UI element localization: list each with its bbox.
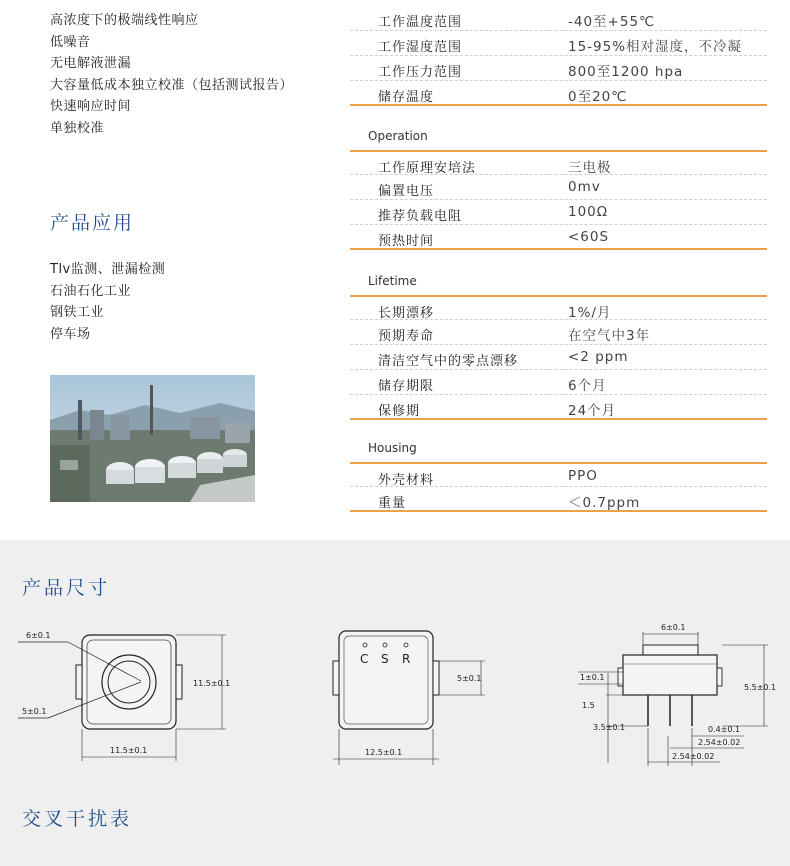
dim-label: 12.5±0.1 (365, 748, 403, 757)
application-item: Tlv监测、泄漏检测 (50, 262, 166, 277)
spec-value: <60S (568, 229, 610, 245)
pin-label-s: S (381, 652, 389, 666)
feature-item: 大容量低成本独立校准（包括测试报告） (50, 77, 294, 93)
spec-row (350, 395, 767, 420)
spec-row (350, 295, 767, 320)
spec-table-lifetime (350, 295, 767, 420)
profile-view-drawing (568, 618, 780, 770)
spec-value: 1%/月 (568, 305, 612, 321)
spec-key: 工作原理安培法 (378, 161, 477, 176)
dim-label: 1.5 (582, 701, 595, 710)
pin-label-r: R (402, 652, 411, 666)
spec-value: <2 ppm (568, 349, 629, 365)
spec-value: 三电极 (568, 160, 612, 176)
spec-key: 长期漂移 (378, 306, 435, 321)
spec-row (350, 345, 767, 370)
spec-value: 6个月 (568, 378, 607, 394)
dim-label: 1±0.1 (580, 673, 605, 682)
spec-value: 0至20℃ (568, 89, 628, 105)
feature-item: 单独校准 (50, 120, 105, 136)
dim-label: 3.5±0.1 (593, 723, 626, 732)
dim-label: 0.4±0.1 (708, 725, 741, 734)
spec-row (350, 370, 767, 395)
spec-key: 预期寿命 (378, 329, 435, 344)
dim-label: 6±0.1 (26, 631, 51, 640)
application-item: 钢铁工业 (50, 305, 105, 321)
spec-key: 储存期限 (378, 379, 435, 394)
section-heading-housing: Housing (368, 441, 417, 455)
industrial-plant-photo (50, 375, 255, 502)
dim-label: 2.54±0.02 (698, 738, 741, 747)
dim-label: 5±0.1 (22, 707, 47, 716)
spec-key: 预热时间 (378, 234, 435, 249)
spec-table-operation (350, 150, 767, 250)
spec-key: 偏置电压 (378, 184, 435, 199)
spec-key: 保修期 (378, 404, 421, 419)
spec-row (350, 6, 767, 31)
spec-row (350, 31, 767, 56)
feature-item: 高浓度下的极端线性响应 (50, 13, 199, 28)
dimensions-panel (0, 540, 790, 866)
dim-label: 11.5±0.1 (193, 679, 231, 688)
spec-value: -40至+55℃ (568, 14, 656, 30)
spec-value: 0mv (568, 179, 601, 195)
spec-row (350, 487, 767, 512)
spec-key: 工作湿度范围 (378, 40, 463, 55)
spec-value: 15-95%相对湿度，不冷凝 (568, 39, 743, 55)
application-list (50, 259, 165, 345)
spec-row (350, 175, 767, 200)
feature-item: 无电解液泄漏 (50, 56, 132, 72)
cross-sensitivity-title: 交叉干扰表 (22, 808, 133, 830)
spec-row (350, 150, 767, 175)
spec-key: 工作温度范围 (378, 15, 463, 30)
spec-row (350, 200, 767, 225)
spec-value: ＜0.7ppm (568, 495, 641, 511)
spec-value: 在空气中3年 (568, 328, 651, 344)
spec-key: 工作压力范围 (378, 65, 463, 80)
spec-row (350, 225, 767, 250)
application-item: 停车场 (50, 326, 91, 342)
feature-item: 快速响应时间 (50, 99, 132, 115)
spec-row (350, 56, 767, 81)
application-title: 产品应用 (50, 212, 135, 234)
spec-value: 24个月 (568, 403, 617, 419)
spec-table-housing (350, 462, 767, 512)
feature-item: 低噪音 (50, 34, 91, 50)
dim-label: 2.54±0.02 (672, 752, 715, 761)
top-view-drawing (18, 625, 248, 770)
spec-value: 800至1200 hpa (568, 64, 684, 80)
dim-label: 5±0.1 (457, 674, 482, 683)
spec-row (350, 320, 767, 345)
spec-key: 储存温度 (378, 90, 435, 105)
spec-table-environment (350, 6, 767, 106)
spec-key: 推荐负载电阻 (378, 209, 463, 224)
dim-label: 11.5±0.1 (110, 746, 148, 755)
feature-list (50, 10, 293, 140)
spec-key: 重量 (378, 496, 407, 511)
dimensions-title: 产品尺寸 (22, 577, 111, 599)
spec-row (350, 81, 767, 106)
spec-value: PPO (568, 468, 598, 484)
application-item: 石油石化工业 (50, 283, 132, 299)
dim-label: 6±0.1 (661, 623, 686, 632)
section-heading-operation: Operation (368, 129, 428, 143)
section-heading-lifetime: Lifetime (368, 274, 417, 288)
dim-label: 5.5±0.1 (744, 683, 777, 692)
spec-row (350, 462, 767, 487)
spec-key: 清洁空气中的零点漂移 (378, 354, 519, 369)
pin-label-c: C (360, 652, 369, 666)
side-view-drawing (325, 625, 495, 770)
spec-key: 外壳材料 (378, 473, 435, 488)
spec-value: 100Ω (568, 204, 609, 220)
